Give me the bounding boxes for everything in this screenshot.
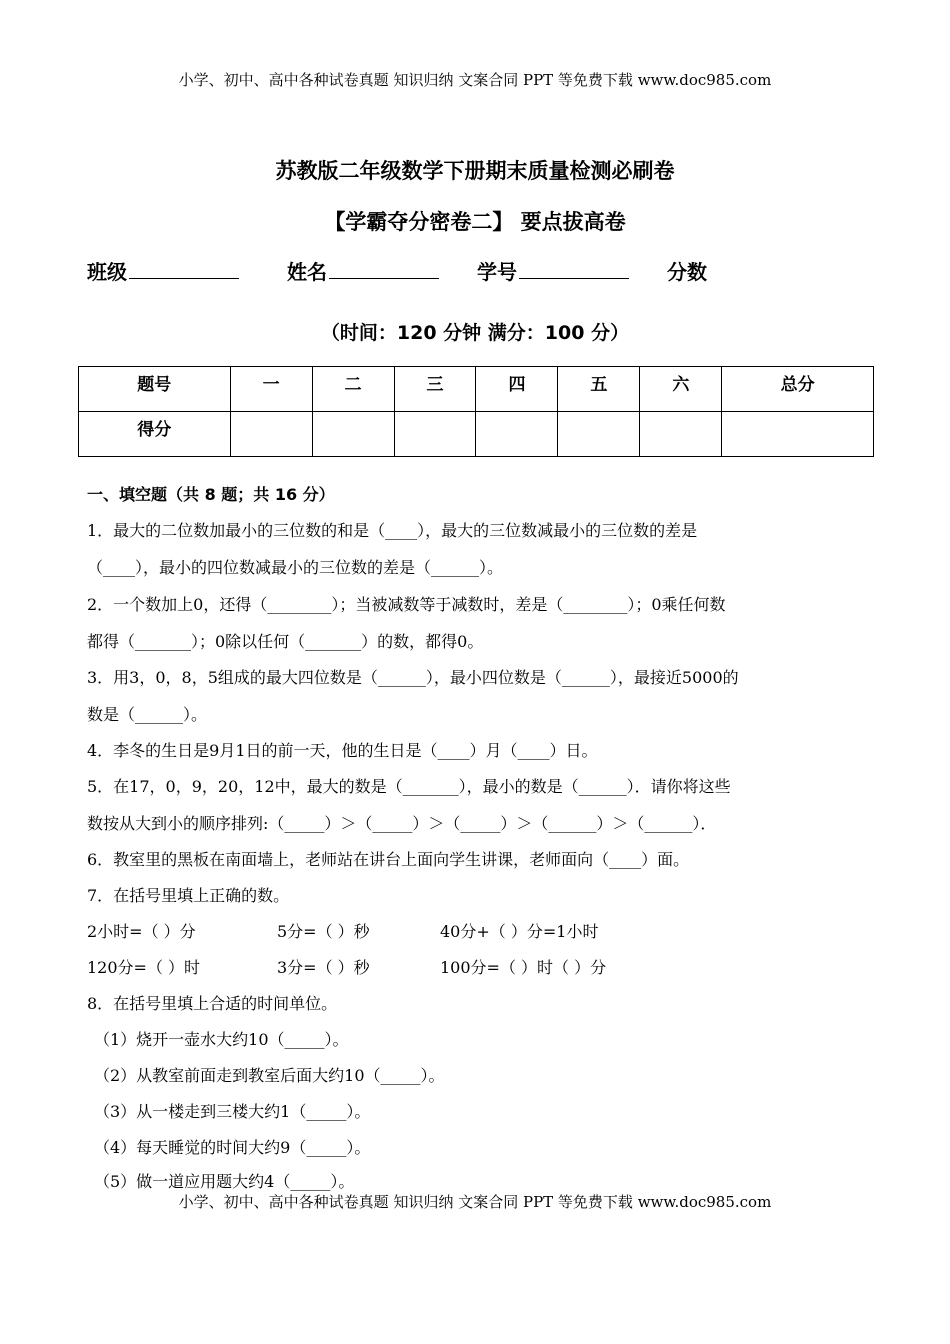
number-label: 学号	[477, 260, 517, 284]
name-label: 姓名	[287, 260, 327, 284]
score-table-cell: 三	[394, 367, 476, 412]
conversion-item: 120分=（ ）时	[87, 958, 201, 977]
score-entry-cell[interactable]	[476, 412, 558, 457]
score-table-cell: 二	[312, 367, 394, 412]
score-table-cell: 一	[230, 367, 312, 412]
exam-subtitle: 【学霸夺分密卷二】 要点拔高卷	[324, 210, 626, 234]
score-entry-cell[interactable]	[722, 412, 874, 457]
conversion-item: 40分+（ ）分=1小时	[440, 922, 599, 941]
sub-question: （2）从教室前面走到教室后面大约10（_____）。	[94, 1066, 445, 1085]
sub-question: （3）从一楼走到三楼大约1（_____）。	[94, 1102, 371, 1121]
question-line: 6．教室里的黑板在南面墙上，老师站在讲台上面向学生讲课，老师面向（____）面。	[87, 850, 690, 869]
name-field	[287, 256, 439, 285]
score-entry-cell[interactable]	[394, 412, 476, 457]
student-info-row	[87, 256, 867, 282]
question-line: 8．在括号里填上合适的时间单位。	[87, 994, 338, 1013]
page-footer: 小学、初中、高中各种试卷真题 知识归纳 文案合同 PPT 等免费下载 www.doc985.com	[178, 1193, 772, 1211]
score-entry-cell[interactable]	[558, 412, 640, 457]
score-entry-cell[interactable]	[312, 412, 394, 457]
score-row-label: 得分	[79, 412, 231, 457]
class-field	[87, 256, 239, 285]
conversion-item: 100分=（ ）时（ ）分	[440, 958, 607, 977]
time-info: （时间：120 分钟 满分：100 分）	[320, 322, 630, 344]
sub-question: （5）做一道应用题大约4（_____）。	[94, 1172, 355, 1191]
sub-question: （4）每天睡觉的时间大约9（_____）。	[94, 1138, 371, 1157]
score-label: 分数	[667, 260, 707, 284]
question-line: 都得（_______）；0除以任何（_______）的数，都得0。	[87, 632, 484, 651]
score-table-cell: 六	[640, 367, 722, 412]
name-blank[interactable]	[329, 258, 439, 279]
score-entry-cell[interactable]	[230, 412, 312, 457]
score-table-cell: 五	[558, 367, 640, 412]
class-blank[interactable]	[129, 258, 239, 279]
question-line: 5．在17，0，9，20，12中，最大的数是（_______），最小的数是（______）．请你将这些	[87, 777, 731, 796]
score-entry-cell[interactable]	[640, 412, 722, 457]
exam-title: 苏教版二年级数学下册期末质量检测必刷卷	[275, 159, 675, 183]
number-field	[477, 256, 629, 285]
sub-question: （1）烧开一壶水大约10（_____）。	[94, 1030, 349, 1049]
score-table-cell: 题号	[79, 367, 231, 412]
number-blank[interactable]	[519, 258, 629, 279]
question-line: （____），最小的四位数减最小的三位数的差是（______）。	[87, 558, 504, 577]
question-line: 4．李冬的生日是9月1日的前一天，他的生日是（____）月（____）日。	[87, 741, 598, 760]
conversion-item: 3分=（ ）秒	[277, 958, 370, 977]
question-line: 数按从大到小的顺序排列:（_____）＞（_____）＞（_____）＞（______）＞（______）．	[87, 814, 717, 833]
score-table-score-row	[79, 412, 874, 457]
question-line: 3．用3，0，8，5组成的最大四位数是（______），最小四位数是（______），最接近5000的	[87, 668, 739, 687]
question-line: 数是（______）。	[87, 705, 208, 724]
score-table-cell: 总分	[722, 367, 874, 412]
page-header: 小学、初中、高中各种试卷真题 知识归纳 文案合同 PPT 等免费下载 www.doc985.com	[178, 71, 772, 89]
conversion-item: 5分=（ ）秒	[277, 922, 370, 941]
conversion-item: 2小时=（ ）分	[87, 922, 196, 941]
score-table-header-row	[79, 367, 874, 412]
class-label: 班级	[87, 260, 127, 284]
question-line: 2．一个数加上0，还得（________）；当被减数等于减数时，差是（________）；0乘任何数	[87, 595, 726, 614]
section-heading: 一、填空题（共 8 题；共 16 分）	[87, 485, 335, 504]
score-table-cell: 四	[476, 367, 558, 412]
score-field	[667, 256, 707, 285]
question-line: 7．在括号里填上正确的数。	[87, 886, 290, 905]
score-table	[78, 366, 874, 457]
question-line: 1．最大的二位数加最小的三位数的和是（____），最大的三位数减最小的三位数的差是	[87, 521, 698, 540]
